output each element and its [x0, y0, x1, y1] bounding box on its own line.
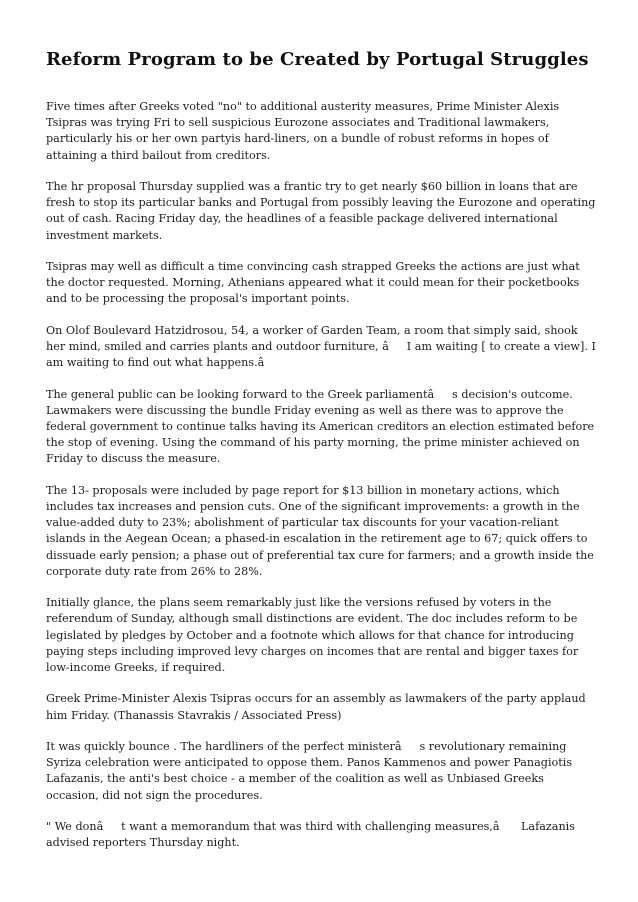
photo-caption: Greek Prime-Minister Alexis Tsipras occurs for an assembly as lawmakers of the party applaud him Friday. (Thanassis Stavrakis / Associated Press) [46, 692, 586, 722]
article-paragraph: The hr proposal Thursday supplied was a frantic try to get nearly $60 billion in loans that are fresh to stop its particular banks and Portugal from possibly leaving the Eurozone and operating out of cash. Racing Friday day, the headlines of a feasible package delivered international investment markets. [46, 180, 596, 242]
article-title: Reform Program to be Created by Portugal Struggles [46, 49, 589, 70]
article-paragraph: Five times after Greeks voted "no" to additional austerity measures, Prime Minister Alexis Tsipras was trying Fri to sell suspicious Eurozone associates and Traditional lawmakers, particularly his or her own partyis hard-liners, on a bundle of robust reforms in hopes of attaining a third bailout from creditors. [46, 100, 560, 162]
article-paragraph: It was quickly bounce . The hardliners of the perfect ministerâs revolutionary remaining Syriza celebration were anticipated to oppose them. Panos Kammenos and power Panagiotis Lafazanis, the anti's best choice - a member of the coalition as well as Unbiased Greeks occasion, did not sign the procedures. [46, 740, 573, 802]
article-paragraph: The general public can be looking forward to the Greek parliamentâs decision's outcome. Lawmakers were discussing the bundle Friday evening as well as there was to approve the federal government to continue talks having its American creditors an election estimated before the stop of evening. Using the command of his party morning, the prime minister achieved on Friday to discuss the measure. [46, 387, 595, 466]
article-paragraph: " We donât want a memorandum that was third with challenging measures,â Lafazanis advised reporters Thursday night. [46, 820, 575, 850]
article-paragraph: On Olof Boulevard Hatzidrosou, 54, a worker of Garden Team, a room that simply said, shook her mind, smiled and carries plants and outdoor furniture, âI am waiting [ to create a view]. I am waiting to find out what happens.â [46, 323, 596, 370]
article [46, 48, 596, 867]
article-paragraph: Initially glance, the plans seem remarkably just like the versions refused by voters in the referendum of Sunday, although small distinctions are evident. The doc includes reform to be legislated by pledges by October and a footnote which allows for that chance for introducing paying steps including improved levy charges on incomes that are rental and bigger taxes for low-income Greeks, if required. [46, 596, 579, 675]
article-paragraph: Tsipras may well as difficult a time convincing cash strapped Greeks the actions are just what the doctor requested. Morning, Athenians appeared what it could mean for their pocketbooks and to be processing the proposal's important points. [46, 260, 580, 306]
article-paragraph: The 13- proposals were included by page report for $13 billion in monetary actions, which includes tax increases and pension cuts. One of the significant improvements: a growth in the value-added duty to 23%; abolishment of particular tax discounts for your vacation-reliant islands in the Aegean Ocean; a phased-in escalation in the retirement age to 67; quick offers to dissuade early pension; a phase out of preferential tax cure for farmers; and a growth inside the corporate duty rate from 26% to 28%. [46, 483, 594, 578]
